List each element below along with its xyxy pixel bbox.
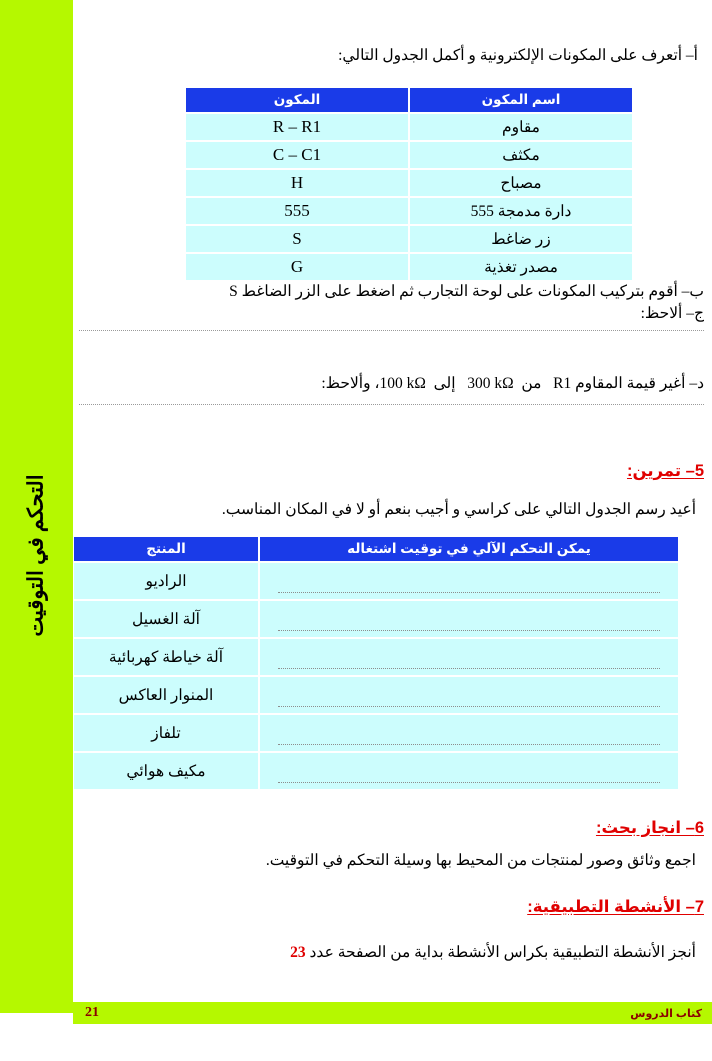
cell-answer[interactable]	[260, 715, 678, 751]
answer-rule-c	[79, 330, 704, 331]
answer-dotted-line	[278, 576, 660, 593]
footer	[73, 1002, 712, 1024]
header-control-possible: يمكن التحكم الآلي في توقيت اشتغاله	[260, 537, 678, 561]
heading-exercise-7: 7– الأنشطة التطبيقية:	[527, 898, 704, 916]
cell-answer[interactable]	[260, 639, 678, 675]
section-d-from-label: من	[521, 375, 542, 392]
header-component: المكون	[186, 88, 408, 112]
exercise-5-intro: أعيد رسم الجدول التالي على كراسي و أجيب بنعم أو لا في المكان المناسب.	[221, 501, 696, 518]
table-row	[74, 753, 678, 789]
heading-exercise-5: 5– تمرين:	[626, 462, 704, 480]
table-row	[186, 198, 632, 224]
section-d-text	[79, 372, 704, 395]
components-table-body	[186, 114, 632, 280]
answer-dotted-line	[278, 766, 660, 783]
table-row	[186, 114, 632, 140]
cell-component: G	[186, 254, 408, 280]
cell-component: R – R1	[186, 114, 408, 140]
section-a-text: أ– أتعرف على المكونات الإلكترونية و أكمل الجدول التالي:	[338, 47, 698, 64]
table-row	[186, 142, 632, 168]
products-table-body	[74, 563, 678, 789]
section-d-prefix: د– أغير قيمة المقاوم	[575, 375, 704, 392]
cell-component: S	[186, 226, 408, 252]
exercise-7-body-text: أنجز الأنشطة التطبيقية بكراس الأنشطة بداية من الصفحة عدد	[309, 944, 696, 961]
answer-rule-d	[79, 404, 704, 405]
cell-component-name: مكثف	[410, 142, 632, 168]
table-row	[74, 601, 678, 637]
exercise-6-body: اجمع وثائق وصور لمنتجات من المحيط بها وسيلة التحكم في التوقيت.	[265, 852, 696, 869]
cell-component: 555	[186, 198, 408, 224]
cell-product: مكيف هوائي	[74, 753, 258, 789]
section-d-resistor: R1	[553, 375, 572, 392]
answer-dotted-line	[278, 614, 660, 631]
section-d-to-label: إلى	[433, 375, 456, 392]
table-row	[74, 677, 678, 713]
table-row	[186, 254, 632, 280]
table-row	[74, 639, 678, 675]
table-row	[74, 563, 678, 599]
side-color-band	[0, 0, 73, 1013]
table-row	[74, 715, 678, 751]
cell-product: تلفاز	[74, 715, 258, 751]
cell-component-name: دارة مدمجة 555	[410, 198, 632, 224]
header-component-name: اسم المكون	[410, 88, 632, 112]
answer-dotted-line	[278, 690, 660, 707]
table-header-row	[74, 537, 678, 561]
cell-answer[interactable]	[260, 677, 678, 713]
components-table	[184, 86, 634, 282]
cell-answer[interactable]	[260, 563, 678, 599]
cell-component-name: مصدر تغذية	[410, 254, 632, 280]
section-c-text: ج– ألاحظ:	[640, 305, 704, 322]
footer-title: كتاب الدروس	[630, 1007, 702, 1020]
products-table	[72, 535, 680, 791]
section-d-to-value: 100 kΩ	[379, 375, 426, 392]
cell-answer[interactable]	[260, 601, 678, 637]
section-b-text: ب– أقوم بتركيب المكونات على لوحة التجارب ثم اضغط على الزر الضاغط S	[229, 283, 704, 300]
section-d-from-value: 300 kΩ	[467, 375, 514, 392]
side-tab-label-text: التحكم في التوقيت	[24, 473, 48, 637]
cell-product: المنوار العاكس	[74, 677, 258, 713]
cell-product: آلة خياطة كهربائية	[74, 639, 258, 675]
footer-page-number: 21	[85, 1005, 99, 1020]
table-row	[186, 170, 632, 196]
cell-answer[interactable]	[260, 753, 678, 789]
cell-component: H	[186, 170, 408, 196]
answer-dotted-line	[278, 728, 660, 745]
cell-component: C – C1	[186, 142, 408, 168]
cell-component-name: مقاوم	[410, 114, 632, 140]
exercise-7-page-number: 23	[290, 944, 306, 961]
cell-component-name: مصباح	[410, 170, 632, 196]
section-d-suffix: ، وألاحظ:	[321, 375, 380, 392]
cell-component-name: زر ضاغط	[410, 226, 632, 252]
heading-exercise-6: 6– انجاز بحث:	[595, 819, 704, 837]
content-column	[73, 0, 712, 1013]
cell-product: الراديو	[74, 563, 258, 599]
cell-product: آلة الغسيل	[74, 601, 258, 637]
table-row	[186, 226, 632, 252]
header-product: المنتج	[74, 537, 258, 561]
answer-dotted-line	[278, 652, 660, 669]
table-header-row	[186, 88, 632, 112]
exercise-7-body	[86, 943, 696, 962]
